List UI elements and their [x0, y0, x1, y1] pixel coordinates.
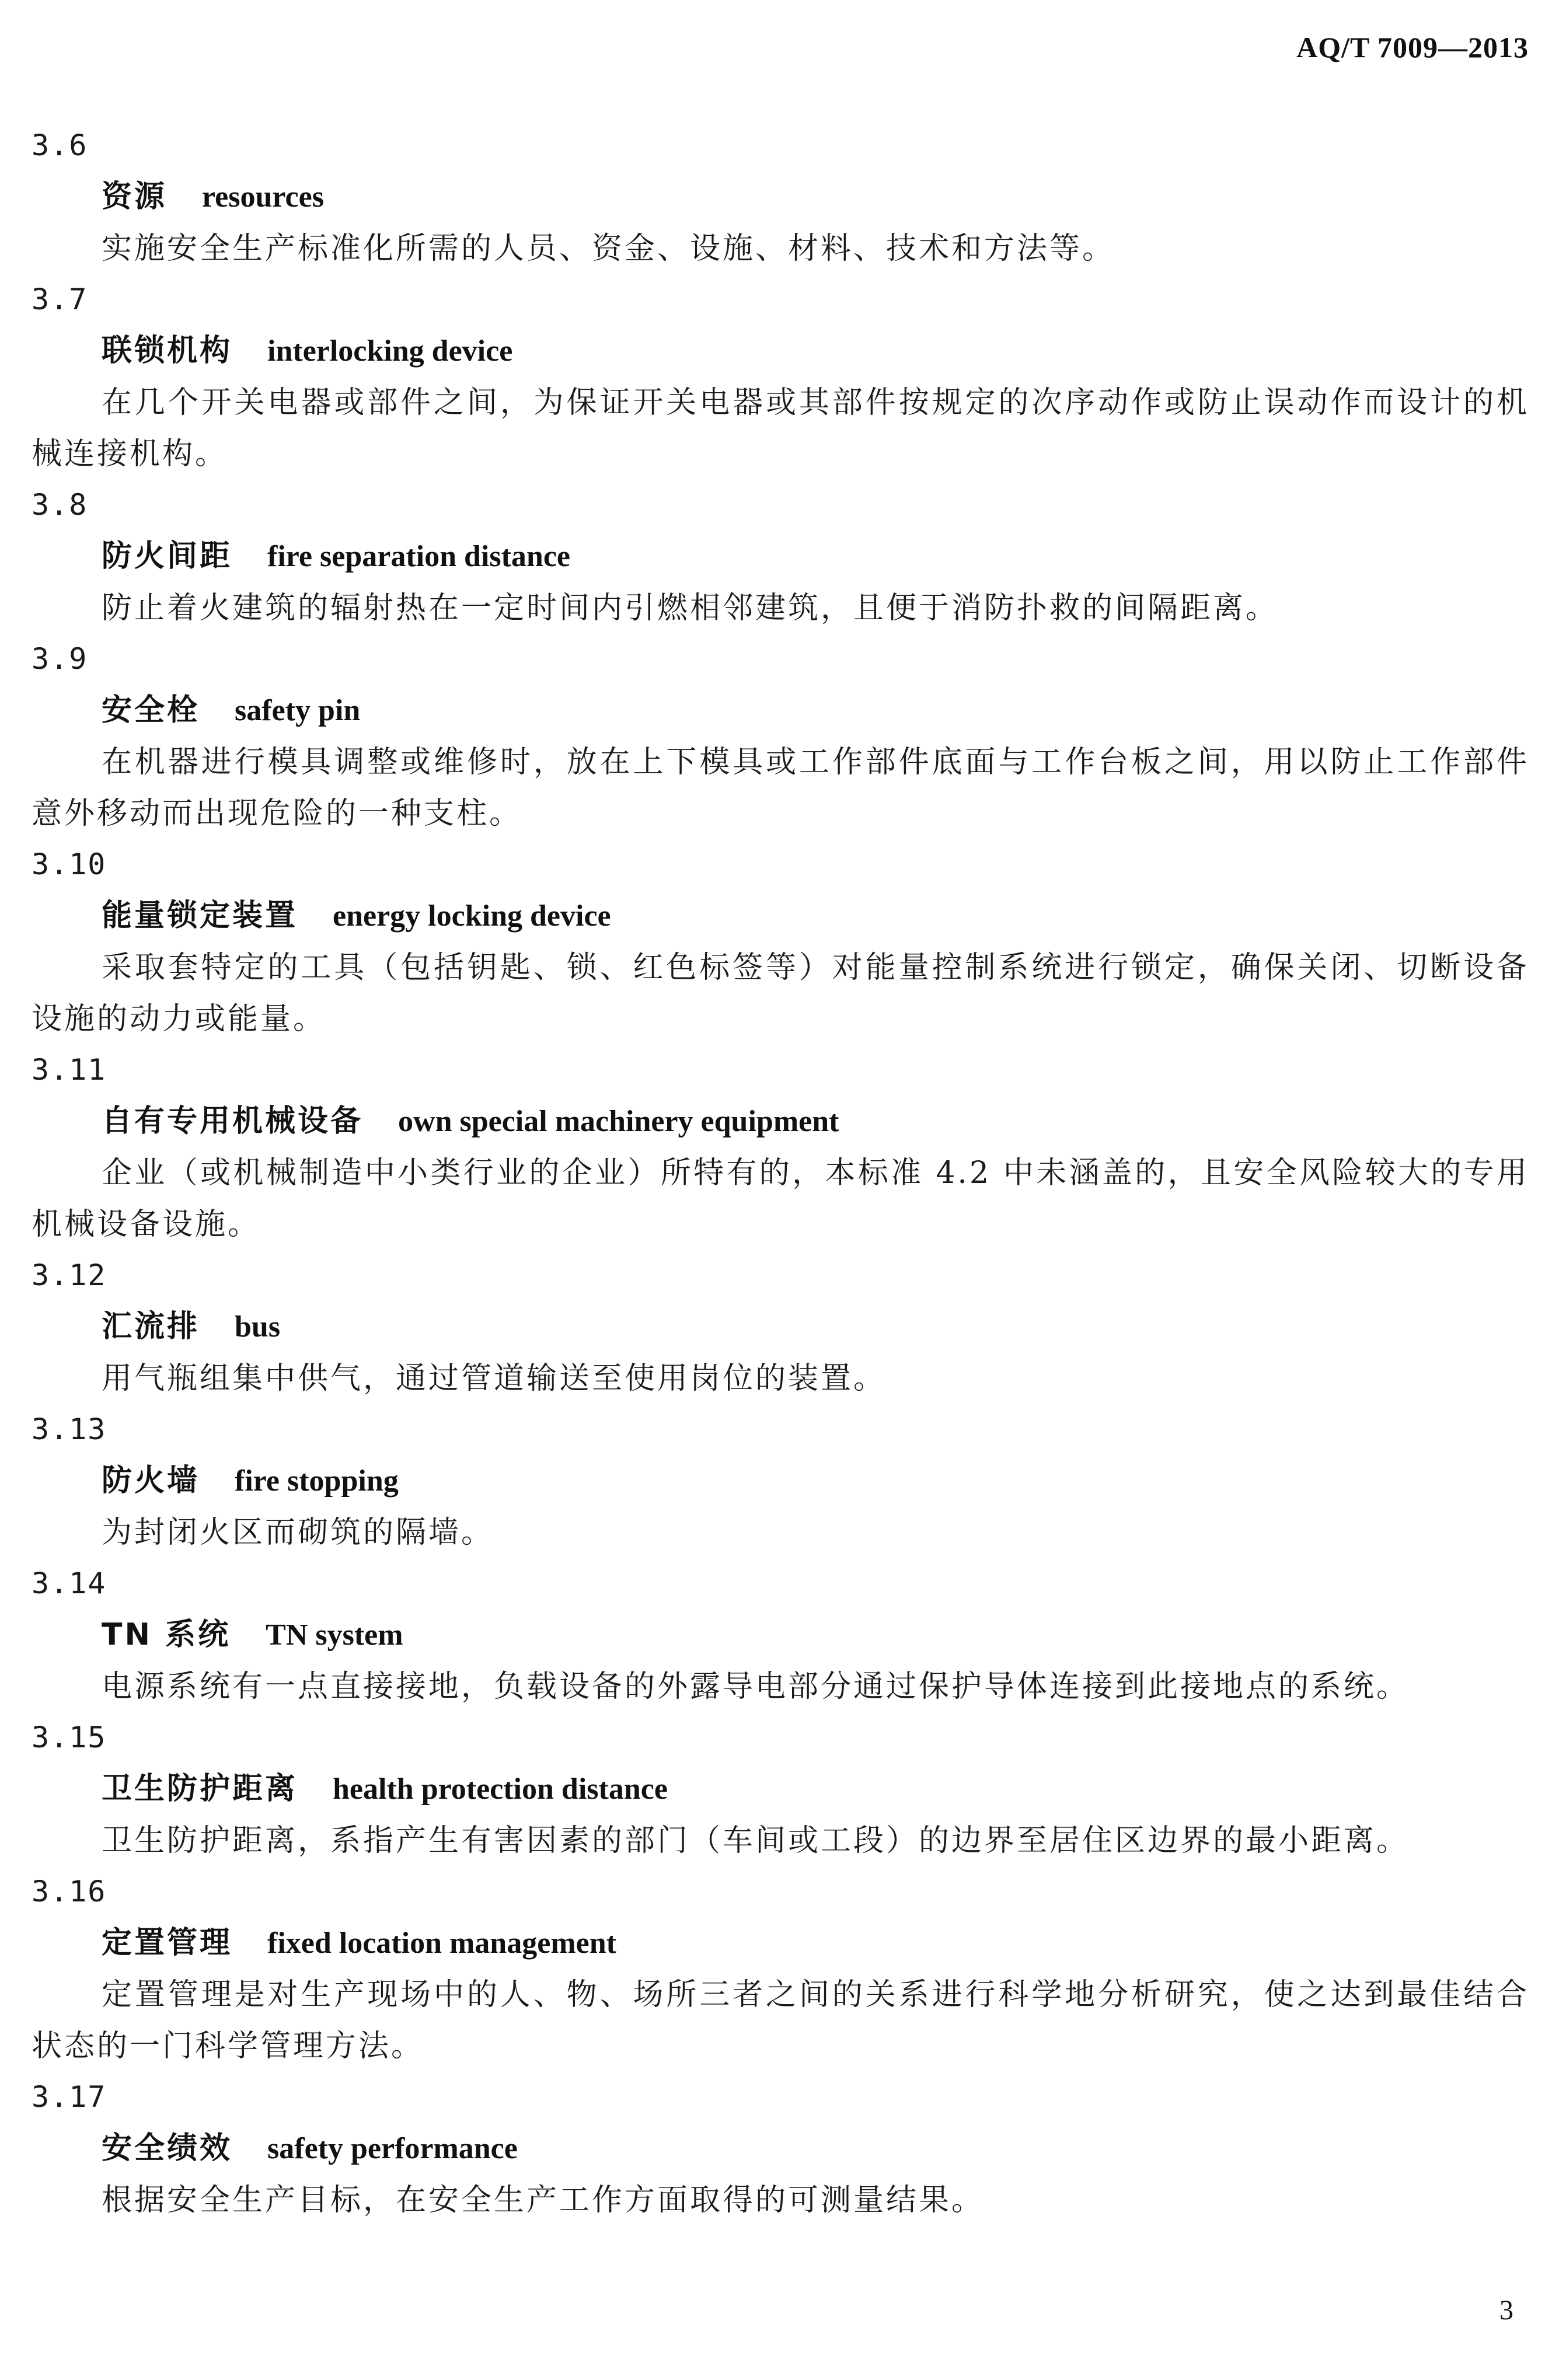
term-definition: 定置管理是对生产现场中的人、物、场所三者之间的关系进行科学地分析研究，使之达到最佳结合状态的一门科学管理方法。: [32, 1977, 1529, 2064]
term-english: energy locking device: [333, 899, 611, 933]
term-english: safety performance: [267, 2132, 518, 2165]
term-english: safety pin: [235, 694, 361, 727]
term-heading: [32, 1095, 1529, 1147]
term-english: resources: [202, 180, 324, 214]
clause-number: 3.17: [32, 2080, 107, 2114]
clause-number: 3.10: [32, 847, 107, 881]
term-definition: 防止着火建筑的辐射热在一定时间内引燃相邻建筑，且便于消防扑救的间隔距离。: [102, 591, 1279, 626]
term-english: interlocking device: [267, 334, 513, 368]
term-heading: [32, 530, 1529, 582]
term-definition: 为封闭火区而砌筑的隔墙。: [102, 1515, 494, 1550]
term-heading: [32, 1763, 1529, 1815]
term-definition: 用气瓶组集中供气，通过管道输送至使用岗位的装置。: [102, 1361, 887, 1396]
term-entry: [32, 1558, 1529, 1712]
term-definition: 在几个开关电器或部件之间，为保证开关电器或其部件按规定的次序动作或防止误动作而设计的机械连接机构。: [32, 385, 1529, 472]
term-heading: [32, 170, 1529, 223]
term-english: TN system: [266, 1618, 403, 1652]
term-heading: [32, 1300, 1529, 1353]
terms-and-definitions: [32, 120, 1529, 2226]
term-chinese: 汇流排: [102, 1309, 200, 1344]
term-english: fire separation distance: [267, 540, 570, 573]
term-english: own special machinery equipment: [398, 1105, 839, 1138]
clause-number: 3.11: [32, 1053, 107, 1087]
term-heading: [32, 889, 1529, 942]
clause-number: 3.13: [32, 1412, 107, 1446]
term-chinese: TN 系统: [102, 1617, 231, 1652]
term-entry: [32, 120, 1529, 274]
term-definition: 企业（或机械制造中小类行业的企业）所特有的，本标准 4.2 中未涵盖的，且安全风险较大的专用机械设备设施。: [32, 1156, 1529, 1242]
term-chinese: 安全栓: [102, 693, 200, 728]
term-chinese: 防火间距: [102, 539, 233, 574]
term-entry: [32, 839, 1529, 1045]
clause-number: 3.9: [32, 642, 88, 676]
term-chinese: 安全绩效: [102, 2131, 233, 2166]
term-heading: [32, 1917, 1529, 1969]
term-definition: 电源系统有一点直接接地，负载设备的外露导电部分通过保护导体连接到此接地点的系统。: [102, 1669, 1410, 1704]
term-definition: 实施安全生产标准化所需的人员、资金、设施、材料、技术和方法等。: [102, 231, 1115, 266]
term-heading: [32, 684, 1529, 737]
term-chinese: 卫生防护距离: [102, 1771, 298, 1806]
term-entry: [32, 1250, 1529, 1404]
clause-number: 3.15: [32, 1721, 107, 1754]
term-heading: [32, 1608, 1529, 1661]
term-chinese: 自有专用机械设备: [102, 1104, 364, 1139]
clause-number: 3.16: [32, 1875, 107, 1908]
term-english: fire stopping: [235, 1464, 399, 1498]
term-english: health protection distance: [333, 1772, 668, 1806]
term-definition: 卫生防护距离，系指产生有害因素的部门（车间或工段）的边界至居住区边界的最小距离。: [102, 1823, 1410, 1858]
term-heading: [32, 2122, 1529, 2175]
term-english: fixed location management: [267, 1927, 616, 1960]
term-heading: [32, 324, 1529, 377]
term-definition: 在机器进行模具调整或维修时，放在上下模具或工作部件底面与工作台板之间，用以防止工作部件意外移动而出现危险的一种支柱。: [32, 745, 1529, 831]
standard-code-header: AQ/T 7009—2013: [1296, 31, 1529, 64]
term-entry: [32, 274, 1529, 480]
term-definition: 根据安全生产目标，在安全生产工作方面取得的可测量结果。: [102, 2183, 985, 2218]
term-heading: [32, 1454, 1529, 1507]
term-chinese: 能量锁定装置: [102, 898, 298, 933]
term-entry: [32, 480, 1529, 634]
term-chinese: 资源: [102, 179, 168, 214]
clause-number: 3.7: [32, 282, 88, 316]
term-entry: [32, 1866, 1529, 2072]
term-english: bus: [235, 1310, 281, 1343]
term-definition: 采取套特定的工具（包括钥匙、锁、红色标签等）对能量控制系统进行锁定，确保关闭、切断设备设施的动力或能量。: [32, 950, 1529, 1037]
clause-number: 3.14: [32, 1566, 107, 1600]
page-number: 3: [1499, 2295, 1513, 2326]
term-entry: [32, 634, 1529, 839]
term-entry: [32, 1045, 1529, 1250]
term-chinese: 防火墙: [102, 1463, 200, 1498]
clause-number: 3.8: [32, 488, 88, 522]
term-chinese: 联锁机构: [102, 333, 233, 368]
term-entry: [32, 1712, 1529, 1866]
term-entry: [32, 2072, 1529, 2226]
term-chinese: 定置管理: [102, 1925, 233, 1960]
term-entry: [32, 1404, 1529, 1558]
clause-number: 3.6: [32, 128, 88, 162]
clause-number: 3.12: [32, 1258, 107, 1292]
